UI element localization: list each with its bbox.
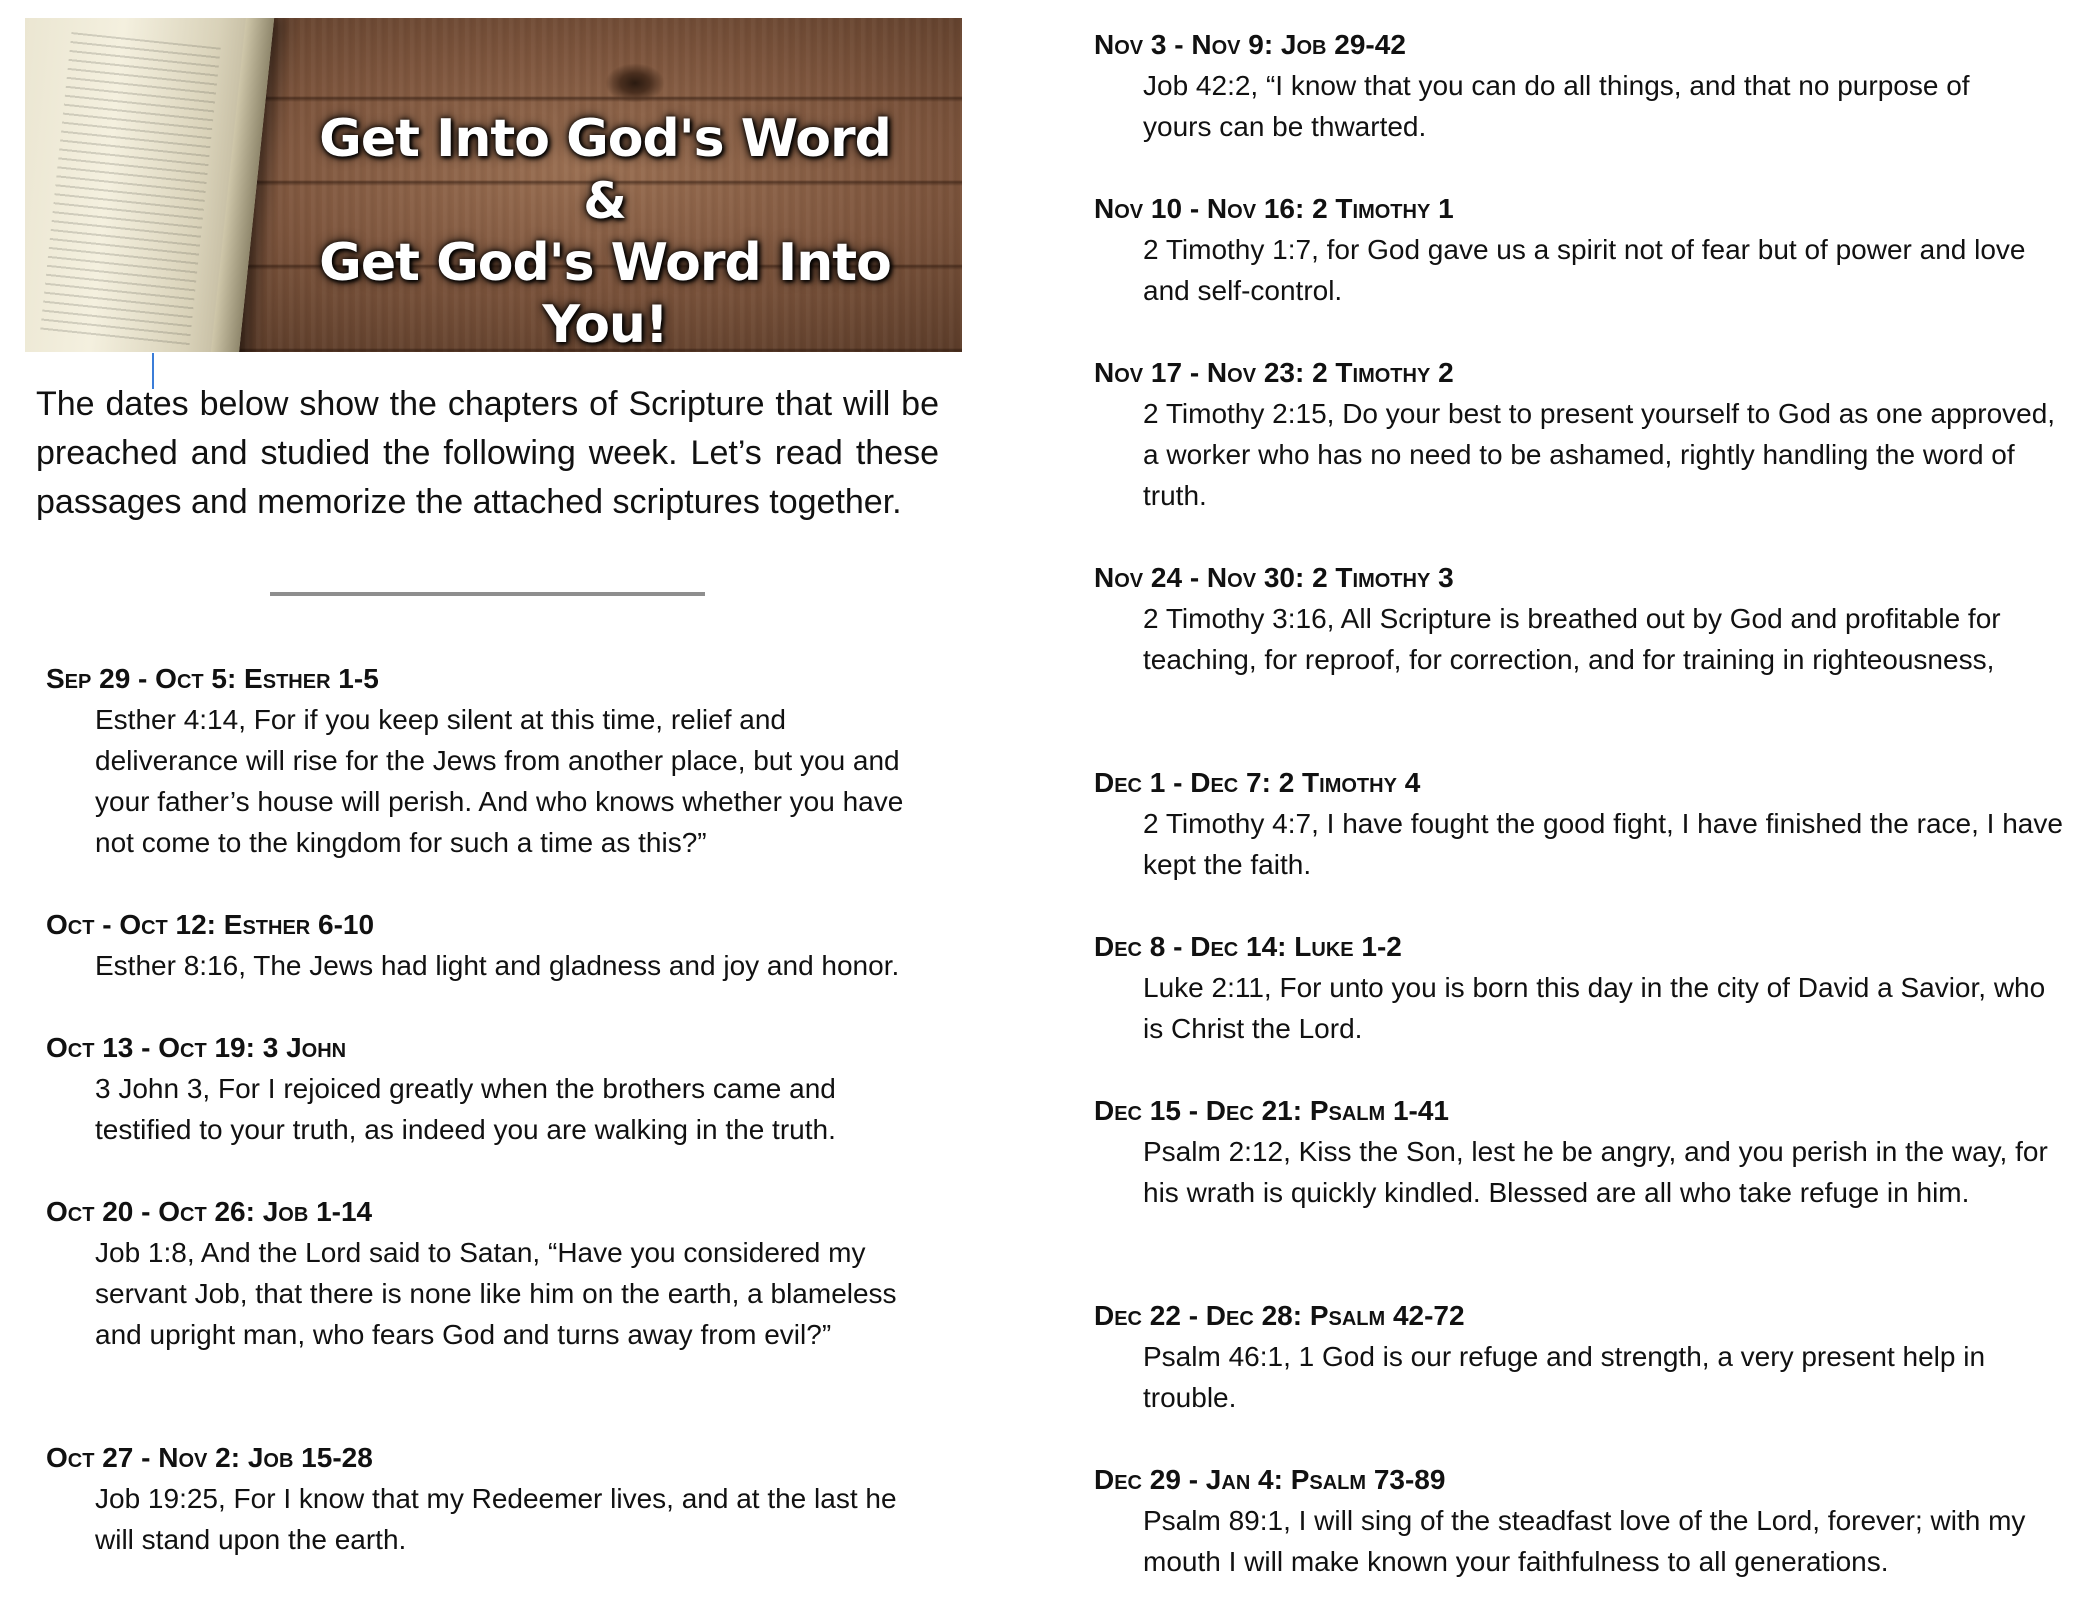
reading-entry bbox=[1094, 762, 2069, 885]
section-divider bbox=[270, 592, 705, 596]
wood-knot bbox=[605, 63, 665, 103]
banner-title bbox=[255, 108, 955, 352]
entry-verse: Esther 4:14, For if you keep silent at this time, relief and deliverance will rise for the Jews from another place, but you and your father’s house will perish. And who knows whether you have not come to the kingdom for such a time as this?” bbox=[95, 704, 904, 858]
reading-entry bbox=[46, 1437, 946, 1560]
reading-entry bbox=[46, 658, 946, 863]
entry-verse: 3 John 3, For I rejoiced greatly when the brothers came and testified to your truth, as indeed you are walking in the truth. bbox=[95, 1073, 836, 1145]
entry-verse: 2 Timothy 3:16, All Scripture is breathed out by God and profitable for teaching, for reproof, for correction, and for training in righteousness, bbox=[1143, 603, 2001, 675]
banner-line-1: Get Into God's Word bbox=[319, 109, 891, 169]
entry-verse: Job 42:2, “I know that you can do all things, and that no purpose of yours can be thwarted. bbox=[1143, 70, 1970, 142]
entry-heading: Nov 10 - Nov 16: 2 Timothy 1 bbox=[1094, 193, 1454, 224]
reading-entry bbox=[1094, 24, 2069, 147]
entry-verse: Job 1:8, And the Lord said to Satan, “Have you considered my servant Job, that there is none like him on the earth, a blameless and upright man, who fears God and turns away from evil?” bbox=[95, 1237, 897, 1350]
entry-heading: Nov 24 - Nov 30: 2 Timothy 3 bbox=[1094, 562, 1454, 593]
header-banner bbox=[25, 18, 962, 352]
reading-entry bbox=[1094, 1090, 2069, 1213]
entry-heading: Dec 22 - Dec 28: Psalm 42-72 bbox=[1094, 1300, 1465, 1331]
entry-verse: Luke 2:11, For unto you is born this day in the city of David a Savior, who is Christ the Lord. bbox=[1143, 972, 2046, 1044]
entry-verse: 2 Timothy 4:7, I have fought the good fight, I have finished the race, I have kept the faith. bbox=[1143, 808, 2063, 880]
entry-verse: Psalm 46:1, 1 God is our refuge and strength, a very present help in trouble. bbox=[1143, 1341, 1986, 1413]
reading-entry bbox=[1094, 188, 2069, 311]
reading-entry bbox=[1094, 1295, 2069, 1418]
open-bible-image bbox=[25, 18, 275, 352]
entry-heading: Oct 20 - Oct 26: Job 1-14 bbox=[46, 1196, 373, 1227]
reading-entry bbox=[1094, 926, 2069, 1049]
banner-line-3: Get God's Word Into You! bbox=[319, 233, 891, 352]
entry-heading: Dec 15 - Dec 21: Psalm 1-41 bbox=[1094, 1095, 1449, 1126]
entry-heading: Oct 27 - Nov 2: Job 15-28 bbox=[46, 1442, 373, 1473]
banner-line-2: & bbox=[583, 172, 627, 230]
entry-heading: Dec 8 - Dec 14: Luke 1-2 bbox=[1094, 931, 1402, 962]
reading-entry bbox=[46, 1191, 946, 1355]
reading-entry bbox=[46, 1027, 946, 1150]
reading-entry bbox=[46, 904, 946, 986]
entry-verse: Psalm 89:1, I will sing of the steadfast love of the Lord, forever; with my mouth I will make known your faithfulness to all generations. bbox=[1143, 1505, 2026, 1577]
intro-paragraph: The dates below show the chapters of Scripture that will be preached and studied the following week. Let’s read these passages and memorize the attached scriptures together. bbox=[36, 385, 939, 521]
entry-verse: Job 19:25, For I know that my Redeemer lives, and at the last he will stand upon the earth. bbox=[95, 1483, 897, 1555]
entry-verse: 2 Timothy 1:7, for God gave us a spirit not of fear but of power and love and self-control. bbox=[1143, 234, 2026, 306]
entry-heading: Sep 29 - Oct 5: Esther 1-5 bbox=[46, 663, 379, 694]
reading-entry bbox=[1094, 1459, 2069, 1582]
entry-heading: Nov 3 - Nov 9: Job 29-42 bbox=[1094, 29, 1406, 60]
entry-heading: Oct - Oct 12: Esther 6-10 bbox=[46, 909, 375, 940]
reading-entry bbox=[1094, 352, 2069, 516]
entry-heading: Dec 1 - Dec 7: 2 Timothy 4 bbox=[1094, 767, 1421, 798]
entry-heading: Oct 13 - Oct 19: 3 John bbox=[46, 1032, 347, 1063]
reading-entry bbox=[1094, 557, 2069, 680]
entry-heading: Nov 17 - Nov 23: 2 Timothy 2 bbox=[1094, 357, 1454, 388]
entry-verse: Esther 8:16, The Jews had light and gladness and joy and honor. bbox=[95, 950, 900, 981]
entry-heading: Dec 29 - Jan 4: Psalm 73-89 bbox=[1094, 1464, 1446, 1495]
entry-verse: 2 Timothy 2:15, Do your best to present yourself to God as one approved, a worker who has no need to be ashamed, rightly handling the word of truth. bbox=[1143, 398, 2056, 511]
entry-verse: Psalm 2:12, Kiss the Son, lest he be angry, and you perish in the way, for his wrath is quickly kindled. Blessed are all who take refuge in him. bbox=[1143, 1136, 2048, 1208]
